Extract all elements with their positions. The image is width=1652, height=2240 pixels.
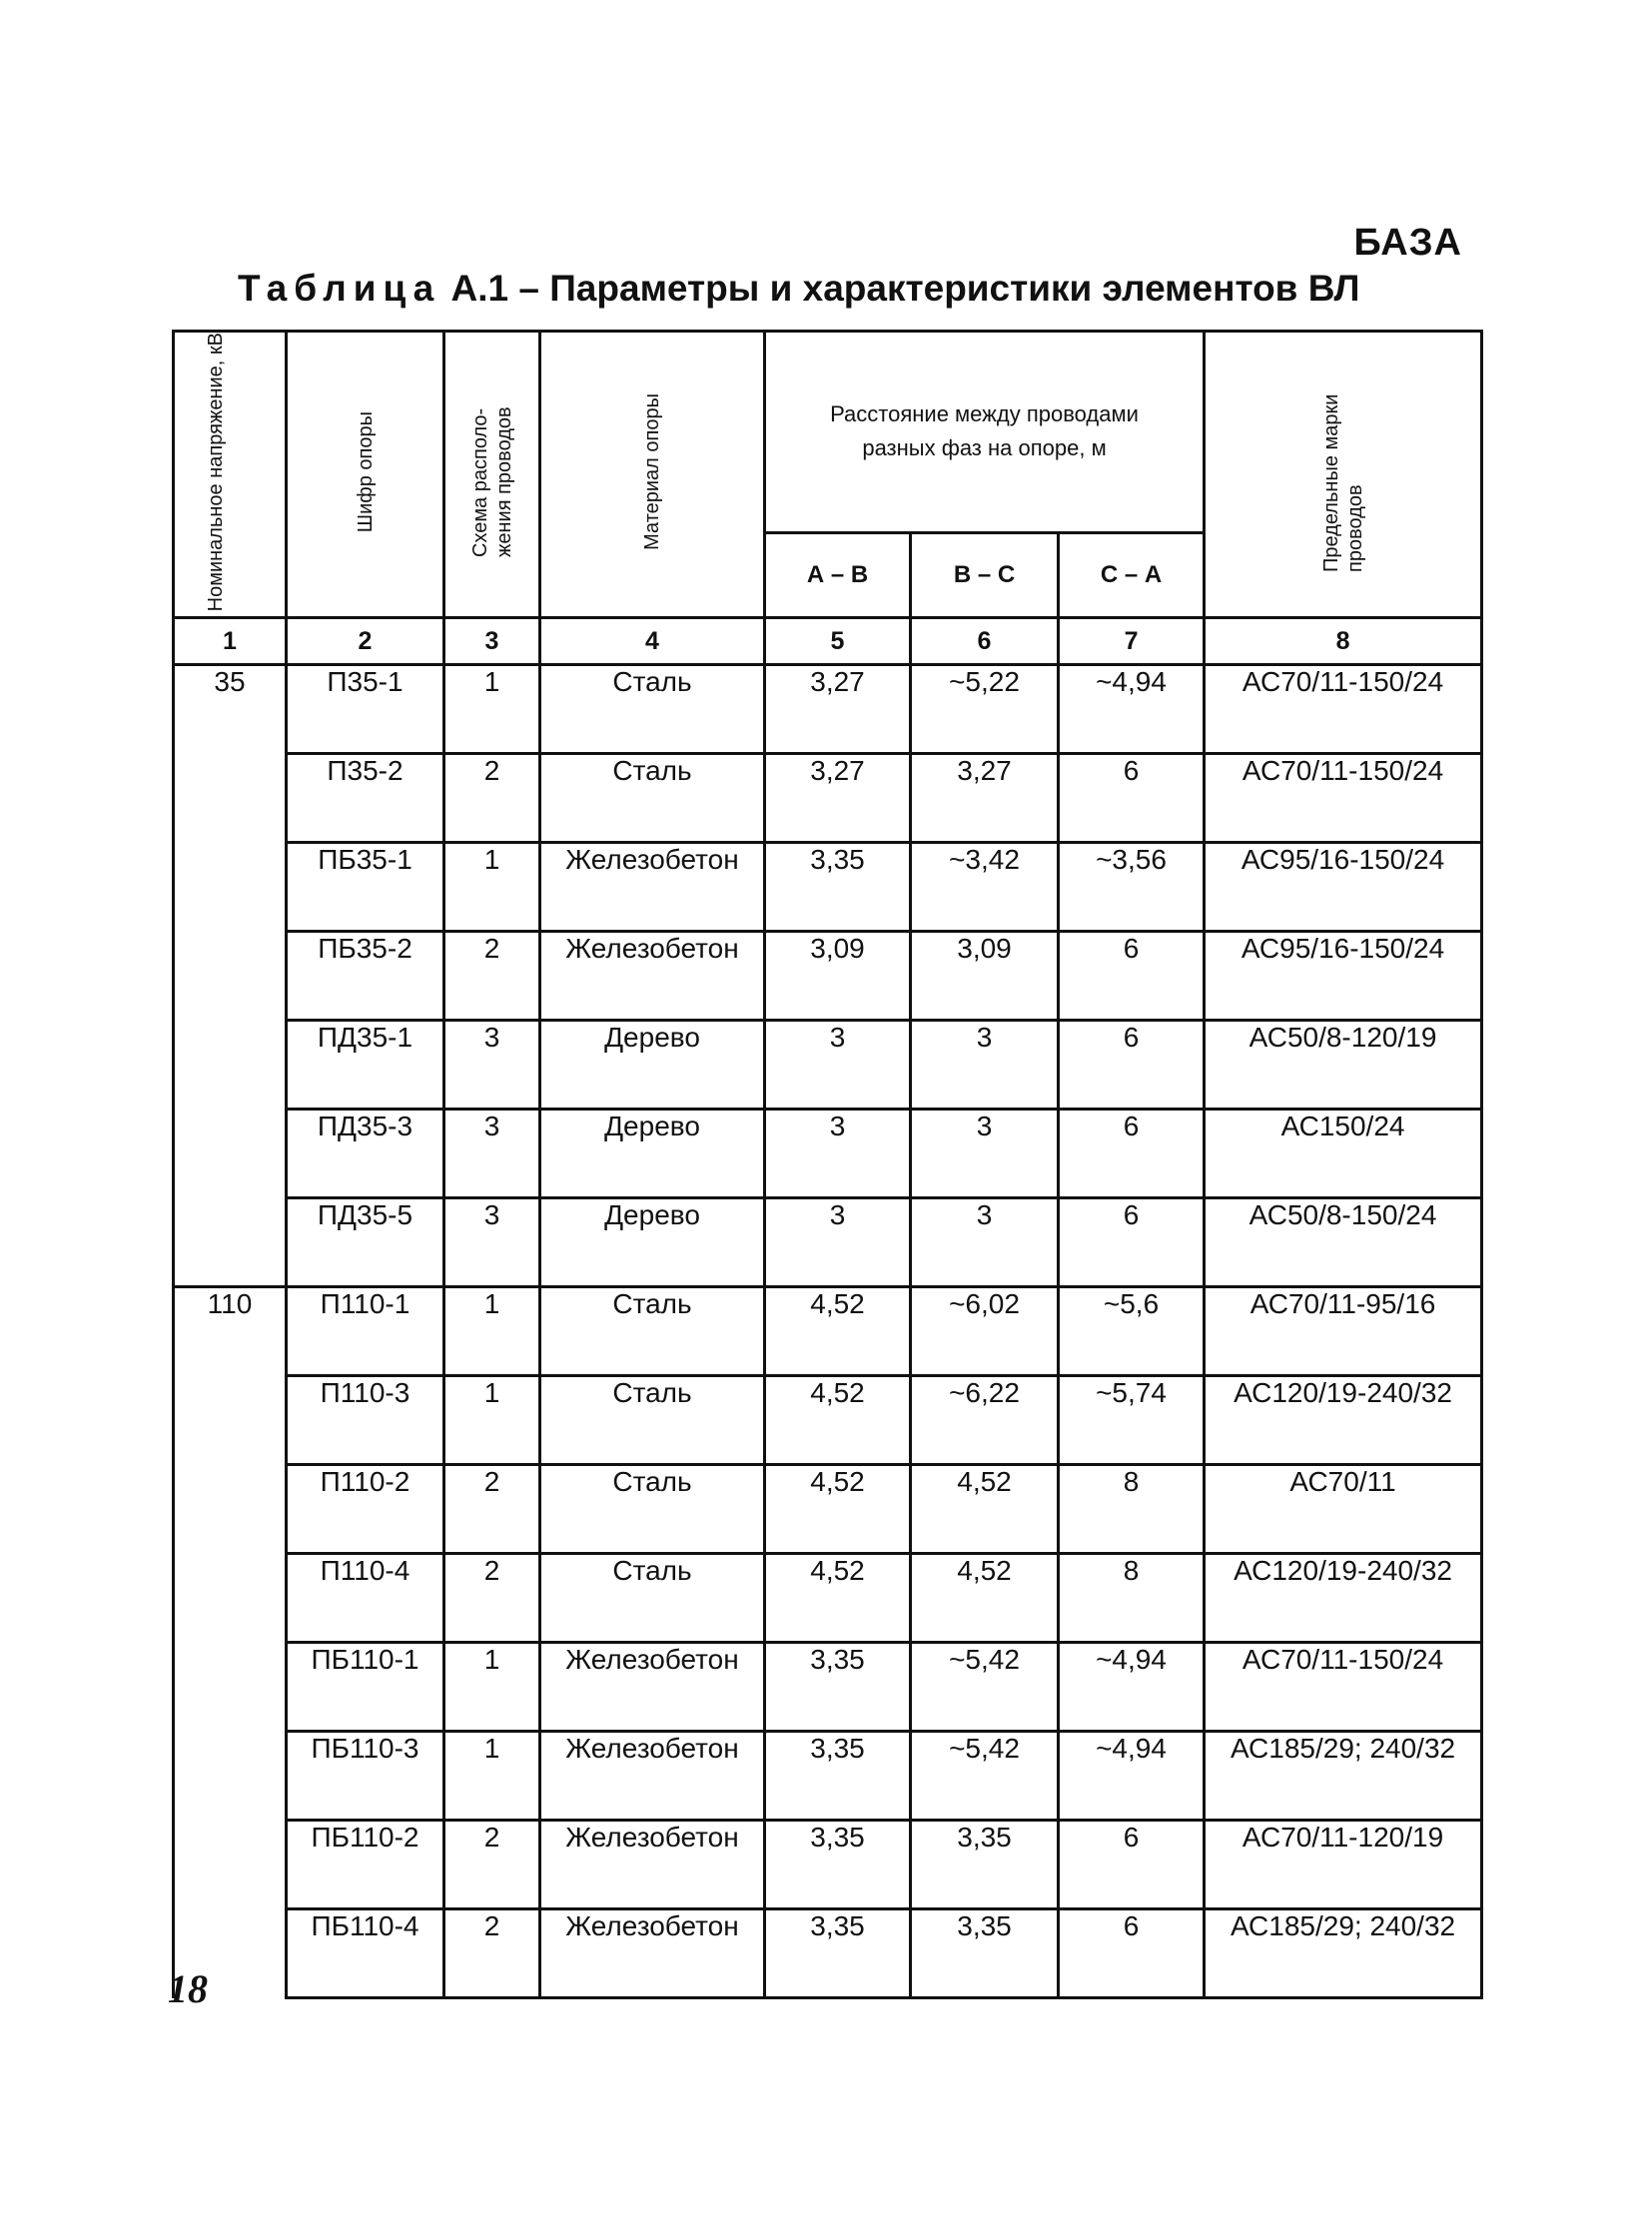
distance-ca-cell: ~3,56 — [1059, 843, 1205, 932]
distance-ab-cell: 4,52 — [765, 1287, 911, 1376]
support-code-cell: ПД35-3 — [287, 1110, 444, 1198]
material-cell: Сталь — [540, 1376, 765, 1465]
header-material: Материал опоры — [540, 332, 765, 618]
column-number: 6 — [911, 618, 1059, 665]
wire-grades-cell: АС185/29; 240/32 — [1205, 1732, 1482, 1821]
table-row — [174, 843, 1482, 932]
document-code: БАЗА — [1353, 222, 1462, 264]
voltage-cell — [174, 843, 287, 932]
wire-grades-cell: АС70/11-150/24 — [1205, 754, 1482, 843]
wire-grades-cell: АС70/11-150/24 — [1205, 1643, 1482, 1732]
wire-grades-cell: АС120/19-240/32 — [1205, 1376, 1482, 1465]
column-number: 2 — [287, 618, 444, 665]
scheme-cell: 2 — [444, 1465, 540, 1554]
voltage-cell — [174, 1643, 287, 1732]
distance-bc-cell: ~6,22 — [911, 1376, 1059, 1465]
support-code-cell: ПБ110-2 — [287, 1821, 444, 1909]
material-cell: Дерево — [540, 1021, 765, 1110]
scheme-cell: 1 — [444, 1643, 540, 1732]
column-number: 4 — [540, 618, 765, 665]
distance-ab-cell: 3,35 — [765, 1643, 911, 1732]
support-code-cell: ПБ35-1 — [287, 843, 444, 932]
column-number: 8 — [1205, 618, 1482, 665]
scheme-cell: 1 — [444, 665, 540, 754]
header-scheme: Схема располо- жения проводов — [444, 332, 540, 618]
table-row — [174, 1909, 1482, 1998]
support-code-cell: ПБ110-4 — [287, 1909, 444, 1998]
material-cell: Железобетон — [540, 1732, 765, 1821]
table-row — [174, 1821, 1482, 1909]
scheme-cell: 2 — [444, 754, 540, 843]
support-code-cell: П110-4 — [287, 1554, 444, 1643]
voltage-cell — [174, 1198, 287, 1287]
distance-bc-cell: ~5,42 — [911, 1643, 1059, 1732]
voltage-cell — [174, 1376, 287, 1465]
column-number: 7 — [1059, 618, 1205, 665]
column-number: 1 — [174, 618, 287, 665]
table-caption — [238, 268, 1359, 310]
distance-ab-cell: 4,52 — [765, 1465, 911, 1554]
distance-ab-cell: 4,52 — [765, 1376, 911, 1465]
wire-grades-cell: АС70/11-95/16 — [1205, 1287, 1482, 1376]
distance-ca-cell: ~4,94 — [1059, 665, 1205, 754]
support-code-cell: П35-2 — [287, 754, 444, 843]
support-code-cell: П110-1 — [287, 1287, 444, 1376]
scheme-cell: 2 — [444, 1821, 540, 1909]
table-row — [174, 1554, 1482, 1643]
voltage-cell: 110 — [174, 1287, 287, 1376]
distance-ca-cell: 6 — [1059, 1110, 1205, 1198]
support-code-cell: П110-3 — [287, 1376, 444, 1465]
distance-ab-cell: 3,35 — [765, 1909, 911, 1998]
wire-grades-cell: АС95/16-150/24 — [1205, 843, 1482, 932]
distance-ca-cell: 6 — [1059, 754, 1205, 843]
table-row — [174, 1376, 1482, 1465]
voltage-cell: 35 — [174, 665, 287, 754]
distance-ca-cell: 6 — [1059, 1821, 1205, 1909]
distance-bc-cell: 4,52 — [911, 1465, 1059, 1554]
distance-bc-cell: 3,27 — [911, 754, 1059, 843]
material-cell: Дерево — [540, 1110, 765, 1198]
wire-grades-cell: АС70/11-150/24 — [1205, 665, 1482, 754]
scheme-cell: 2 — [444, 932, 540, 1021]
distance-ab-cell: 3,35 — [765, 1821, 911, 1909]
table-row — [174, 1643, 1482, 1732]
material-cell: Железобетон — [540, 1909, 765, 1998]
distance-ca-cell: ~4,94 — [1059, 1643, 1205, 1732]
support-code-cell: ПБ110-3 — [287, 1732, 444, 1821]
scheme-cell: 2 — [444, 1909, 540, 1998]
scheme-cell: 3 — [444, 1110, 540, 1198]
header-distance-group: Расстояние между проводами разных фаз на опоре, м — [765, 332, 1205, 533]
header-bc: В – С — [911, 532, 1059, 617]
support-code-cell: ПД35-1 — [287, 1021, 444, 1110]
scheme-cell: 3 — [444, 1198, 540, 1287]
distance-ca-cell: 6 — [1059, 932, 1205, 1021]
distance-ab-cell: 3,35 — [765, 843, 911, 932]
voltage-cell — [174, 1465, 287, 1554]
distance-ab-cell: 3 — [765, 1110, 911, 1198]
header-ca: С – А — [1059, 532, 1205, 617]
table-row — [174, 1021, 1482, 1110]
distance-ab-cell: 3,09 — [765, 932, 911, 1021]
table-row — [174, 1732, 1482, 1821]
distance-ca-cell: ~4,94 — [1059, 1732, 1205, 1821]
material-cell: Железобетон — [540, 843, 765, 932]
scheme-cell: 2 — [444, 1554, 540, 1643]
distance-ab-cell: 4,52 — [765, 1554, 911, 1643]
wire-grades-cell: АС70/11-120/19 — [1205, 1821, 1482, 1909]
distance-ca-cell: 6 — [1059, 1021, 1205, 1110]
scheme-cell: 1 — [444, 1287, 540, 1376]
header-support-code: Шифр опоры — [287, 332, 444, 618]
material-cell: Сталь — [540, 1465, 765, 1554]
scheme-cell: 1 — [444, 1376, 540, 1465]
distance-ab-cell: 3 — [765, 1198, 911, 1287]
voltage-cell — [174, 754, 287, 843]
distance-bc-cell: 3 — [911, 1110, 1059, 1198]
table-row — [174, 1465, 1482, 1554]
wire-grades-cell: АС120/19-240/32 — [1205, 1554, 1482, 1643]
distance-ab-cell: 3,35 — [765, 1732, 911, 1821]
table-row — [174, 1198, 1482, 1287]
header-wire-grades: Предельные марки проводов — [1205, 332, 1482, 618]
distance-bc-cell: ~3,42 — [911, 843, 1059, 932]
material-cell: Сталь — [540, 754, 765, 843]
distance-ca-cell: 6 — [1059, 1198, 1205, 1287]
column-number: 3 — [444, 618, 540, 665]
page-number: 18 — [168, 1966, 208, 2011]
scheme-cell: 1 — [444, 1732, 540, 1821]
distance-bc-cell: 3 — [911, 1021, 1059, 1110]
column-numbers-row — [174, 618, 1482, 665]
support-code-cell: ПД35-5 — [287, 1198, 444, 1287]
caption-label: Таблица — [238, 268, 441, 309]
distance-bc-cell: ~6,02 — [911, 1287, 1059, 1376]
voltage-cell — [174, 1110, 287, 1198]
support-code-cell: П35-1 — [287, 665, 444, 754]
distance-bc-cell: 4,52 — [911, 1554, 1059, 1643]
distance-ca-cell: ~5,74 — [1059, 1376, 1205, 1465]
column-number: 5 — [765, 618, 911, 665]
table-row — [174, 665, 1482, 754]
material-cell: Железобетон — [540, 1643, 765, 1732]
distance-ca-cell: ~5,6 — [1059, 1287, 1205, 1376]
wire-grades-cell: АС50/8-150/24 — [1205, 1198, 1482, 1287]
distance-ca-cell: 8 — [1059, 1554, 1205, 1643]
material-cell: Железобетон — [540, 1821, 765, 1909]
wire-grades-cell: АС70/11 — [1205, 1465, 1482, 1554]
voltage-cell — [174, 932, 287, 1021]
material-cell: Сталь — [540, 1287, 765, 1376]
header-voltage: Номинальное напряжение, кВ — [174, 332, 287, 618]
material-cell: Дерево — [540, 1198, 765, 1287]
distance-ab-cell: 3 — [765, 1021, 911, 1110]
scheme-cell: 3 — [444, 1021, 540, 1110]
wire-grades-cell: АС185/29; 240/32 — [1205, 1909, 1482, 1998]
caption-text: А.1 – Параметры и характеристики элементов ВЛ — [450, 268, 1360, 309]
wire-grades-cell: АС150/24 — [1205, 1110, 1482, 1198]
voltage-cell — [174, 1554, 287, 1643]
distance-bc-cell: 3,09 — [911, 932, 1059, 1021]
material-cell: Сталь — [540, 1554, 765, 1643]
table-row — [174, 932, 1482, 1021]
voltage-cell — [174, 1021, 287, 1110]
distance-bc-cell: ~5,42 — [911, 1732, 1059, 1821]
wire-grades-cell: АС95/16-150/24 — [1205, 932, 1482, 1021]
table-row — [174, 1287, 1482, 1376]
distance-bc-cell: ~5,22 — [911, 665, 1059, 754]
support-code-cell: ПБ110-1 — [287, 1643, 444, 1732]
material-cell: Железобетон — [540, 932, 765, 1021]
distance-bc-cell: 3,35 — [911, 1821, 1059, 1909]
distance-ca-cell: 8 — [1059, 1465, 1205, 1554]
voltage-cell — [174, 1821, 287, 1909]
distance-ab-cell: 3,27 — [765, 665, 911, 754]
support-code-cell: ПБ35-2 — [287, 932, 444, 1021]
distance-bc-cell: 3,35 — [911, 1909, 1059, 1998]
scheme-cell: 1 — [444, 843, 540, 932]
parameters-table — [172, 330, 1483, 1999]
distance-bc-cell: 3 — [911, 1198, 1059, 1287]
header-ab: А – В — [765, 532, 911, 617]
table-row — [174, 754, 1482, 843]
wire-grades-cell: АС50/8-120/19 — [1205, 1021, 1482, 1110]
distance-ab-cell: 3,27 — [765, 754, 911, 843]
support-code-cell: П110-2 — [287, 1465, 444, 1554]
voltage-cell — [174, 1732, 287, 1821]
table-row — [174, 1110, 1482, 1198]
header-row — [174, 332, 1482, 533]
material-cell: Сталь — [540, 665, 765, 754]
distance-ca-cell: 6 — [1059, 1909, 1205, 1998]
